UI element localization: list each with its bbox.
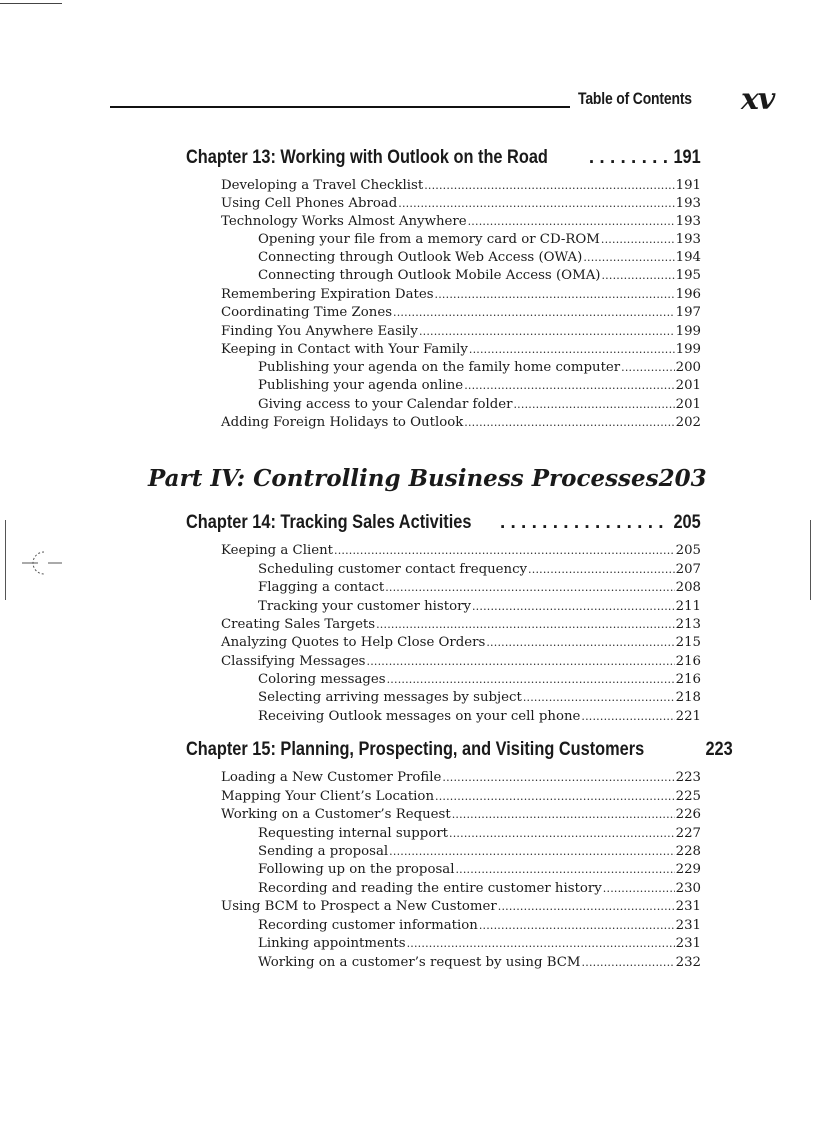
toc-subsection-entry (258, 671, 701, 689)
toc-chapter-entry (186, 511, 701, 535)
toc-entry-title: Linking appointments (258, 936, 406, 951)
toc-subsection-entry (258, 249, 701, 267)
toc-entry-title: Sending a proposal (258, 844, 389, 859)
toc-entry-title: Giving access to your Calendar folder (258, 397, 513, 412)
leader-dots (455, 861, 674, 879)
toc-entry-page: 199 (675, 342, 701, 357)
toc-entry-title: Loading a New Customer Profile (221, 770, 442, 785)
registration-mark-icon (22, 548, 62, 578)
toc-entry-page: 191 (673, 147, 701, 168)
toc-section-entry (221, 323, 701, 341)
toc-section-entry (221, 806, 701, 824)
crop-mark-left (5, 520, 6, 600)
toc-entry-page: 197 (675, 305, 701, 320)
toc-entry-title: Recording and reading the entire customer history (258, 881, 602, 896)
toc-subsection-entry (258, 689, 701, 707)
toc-section-entry (221, 304, 701, 322)
toc-entry-title: Creating Sales Targets (221, 617, 376, 632)
toc-entry-page: 231 (675, 899, 701, 914)
toc-entry-title: Chapter 13: Working with Outlook on the Road (186, 147, 548, 168)
toc-subsection-entry (258, 825, 701, 843)
crop-mark-right (810, 520, 811, 600)
toc-chapter-entry (186, 146, 701, 170)
toc-subsection-entry (258, 231, 701, 249)
toc-entry-title: Keeping in Contact with Your Family (221, 342, 468, 357)
toc-entry-page: 195 (675, 268, 701, 283)
toc-subsection-entry (258, 935, 701, 953)
toc-entry-page: 193 (675, 214, 701, 229)
leader-dots (464, 377, 674, 395)
toc-entry-page: 226 (675, 807, 701, 822)
toc-entry-page: 223 (705, 739, 733, 760)
toc-subsection-entry (258, 917, 701, 935)
toc-entry-title: Working on a Customer’s Request (221, 807, 451, 822)
leader-dots (376, 616, 675, 634)
toc-section-entry (221, 788, 701, 806)
toc-entry-title: Publishing your agenda on the family home computer (258, 360, 621, 375)
toc-entry-title: Developing a Travel Checklist (221, 178, 424, 193)
toc-entry-title: Connecting through Outlook Web Access (OWA) (258, 250, 583, 265)
toc-entry-title: Scheduling customer contact frequency (258, 562, 528, 577)
toc-entry-title: Classifying Messages (221, 654, 366, 669)
leader-dots (621, 359, 674, 377)
leader-dots (513, 396, 674, 414)
toc-entry-title: Remembering Expiration Dates (221, 287, 434, 302)
leader-dots (435, 286, 675, 304)
leader-dots (528, 561, 675, 579)
toc-entry-page: 225 (675, 789, 701, 804)
toc-entry-page: 232 (675, 955, 701, 970)
leader-dots (601, 267, 674, 285)
leader-dots (583, 249, 674, 267)
toc-section-entry (221, 177, 701, 195)
leader-dots (387, 671, 675, 689)
toc-entry-title: Following up on the proposal (258, 862, 455, 877)
toc-entry-title: Receiving Outlook messages on your cell phone (258, 709, 581, 724)
leader-dots (398, 195, 674, 213)
toc-entry-title: Recording customer information (258, 918, 478, 933)
toc-entry-title: Keeping a Client (221, 543, 333, 558)
toc-entry-title: Adding Foreign Holidays to Outlook (221, 415, 464, 430)
toc-entry-page: 216 (675, 654, 701, 669)
leader-dots (334, 542, 675, 560)
toc-entry-page: 229 (675, 862, 701, 877)
toc-entry-page: 207 (675, 562, 701, 577)
running-header-title: Table of Contents (578, 89, 692, 108)
leader-dots (486, 634, 674, 652)
toc-subsection-entry (258, 377, 701, 395)
toc-entry-page: 203 (658, 465, 707, 492)
leader-dots (603, 880, 675, 898)
toc-entry-page: 199 (675, 324, 701, 339)
toc-subsection-entry (258, 843, 701, 861)
crop-mark-top (0, 0, 62, 4)
toc-entry-page: 194 (675, 250, 701, 265)
toc-entry-page: 215 (675, 635, 701, 650)
toc-entry-title: Flagging a contact (258, 580, 385, 595)
toc-entry-page: 216 (675, 672, 701, 687)
leader-dots (589, 146, 669, 170)
toc-section-entry (221, 341, 701, 359)
toc-part-entry (148, 464, 707, 494)
leader-dots (472, 598, 675, 616)
leader-dots (469, 341, 675, 359)
toc-subsection-entry (258, 396, 701, 414)
toc-entry-page: 223 (675, 770, 701, 785)
toc-entry-page: 231 (675, 918, 701, 933)
toc-entry-title: Chapter 14: Tracking Sales Activities (186, 512, 472, 533)
toc-entry-page: 218 (675, 690, 701, 705)
leader-dots (389, 843, 674, 861)
toc-entry-page: 227 (675, 826, 701, 841)
header-rule (110, 106, 570, 108)
toc-entry-page: 200 (675, 360, 701, 375)
toc-subsection-entry (258, 579, 701, 597)
toc-entry-title: Coloring messages (258, 672, 386, 687)
toc-entry-page: 193 (675, 196, 701, 211)
toc-entry-page: 191 (675, 178, 701, 193)
toc-section-entry (221, 542, 701, 560)
toc-section-entry (221, 634, 701, 652)
leader-dots (367, 653, 675, 671)
toc-section-entry (221, 414, 701, 432)
toc-entry-title: Chapter 15: Planning, Prospecting, and Visiting Customers (186, 739, 645, 760)
toc-entry-title: Technology Works Almost Anywhere (221, 214, 467, 229)
toc-section-entry (221, 213, 701, 231)
toc-entry-title: Selecting arriving messages by subject (258, 690, 522, 705)
toc-section-entry (221, 195, 701, 213)
toc-entry-page: 211 (675, 599, 701, 614)
leader-dots (452, 806, 675, 824)
toc-entry-page: 208 (675, 580, 701, 595)
leader-dots (435, 788, 675, 806)
toc-entry-page: 196 (675, 287, 701, 302)
leader-dots (498, 898, 675, 916)
leader-dots (419, 323, 675, 341)
leader-dots (393, 304, 675, 322)
toc-subsection-entry (258, 359, 701, 377)
toc-subsection-entry (258, 561, 701, 579)
toc-subsection-entry (258, 267, 701, 285)
toc-entry-title: Coordinating Time Zones (221, 305, 393, 320)
page-number: xv (741, 82, 775, 117)
toc-entry-title: Tracking your customer history (258, 599, 471, 614)
toc-entry-title: Using Cell Phones Abroad (221, 196, 398, 211)
leader-dots (464, 414, 674, 432)
toc-section-entry (221, 898, 701, 916)
leader-dots (500, 511, 669, 535)
leader-dots (523, 689, 675, 707)
toc-entry-title: Analyzing Quotes to Help Close Orders (221, 635, 486, 650)
toc-entry-page: 221 (675, 709, 701, 724)
toc-entry-title: Requesting internal support (258, 826, 449, 841)
toc-entry-page: 201 (675, 397, 701, 412)
toc-entry-page: 202 (675, 415, 701, 430)
toc-entry-page: 201 (675, 378, 701, 393)
toc-subsection-entry (258, 598, 701, 616)
toc-subsection-entry (258, 861, 701, 879)
leader-dots (407, 935, 675, 953)
toc-section-entry (221, 616, 701, 634)
toc-chapter-entry (186, 738, 733, 762)
toc-section-entry (221, 653, 701, 671)
toc-entry-title: Finding You Anywhere Easily (221, 324, 418, 339)
toc-entry-page: 230 (675, 881, 701, 896)
toc-entry-page: 228 (675, 844, 701, 859)
toc-entry-title: Mapping Your Client’s Location (221, 789, 435, 804)
toc-section-entry (221, 286, 701, 304)
toc-subsection-entry (258, 954, 701, 972)
toc-entry-page: 213 (675, 617, 701, 632)
toc-entry-title: Using BCM to Prospect a New Customer (221, 899, 497, 914)
toc-subsection-entry (258, 880, 701, 898)
toc-entry-title: Working on a customer’s request by using BCM (258, 955, 581, 970)
toc-entry-title: Connecting through Outlook Mobile Access (OMA) (258, 268, 601, 283)
leader-dots (385, 579, 674, 597)
toc-entry-page: 193 (675, 232, 701, 247)
leader-dots (449, 825, 675, 843)
toc-entry-title: Part IV: Controlling Business Processes (148, 465, 659, 492)
toc-subsection-entry (258, 708, 701, 726)
toc-entry-title: Opening your file from a memory card or CD-ROM (258, 232, 600, 247)
toc-entry-page: 205 (675, 543, 701, 558)
leader-dots (601, 231, 675, 249)
toc-section-entry (221, 769, 701, 787)
leader-dots (479, 917, 675, 935)
leader-dots (442, 769, 674, 787)
toc-entry-title: Publishing your agenda online (258, 378, 464, 393)
leader-dots (468, 213, 675, 231)
leader-dots (581, 708, 674, 726)
toc-entry-page: 205 (673, 512, 701, 533)
toc-entry-page: 231 (675, 936, 701, 951)
leader-dots (582, 954, 675, 972)
leader-dots (424, 177, 674, 195)
